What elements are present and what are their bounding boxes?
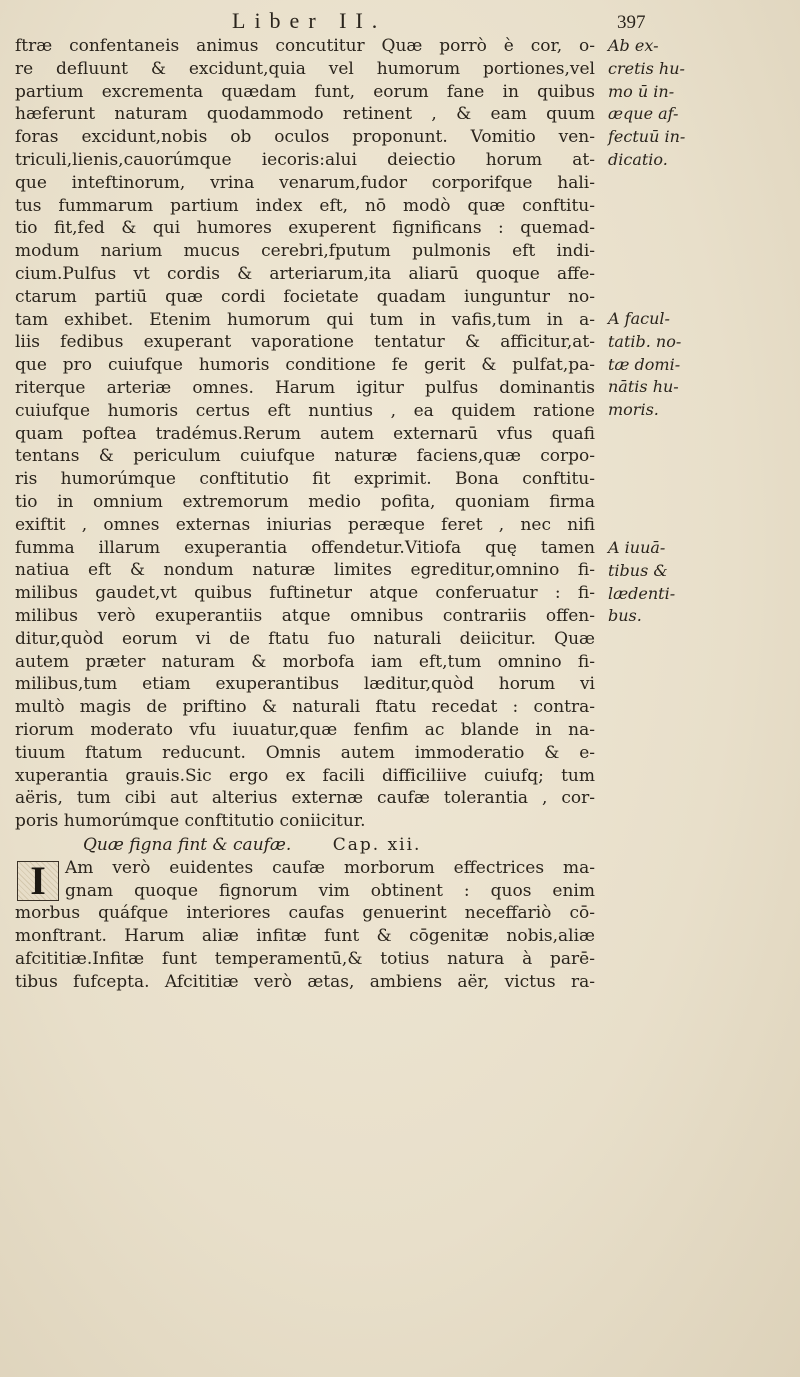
text-line: poris humorúmque conftitutio coniicitur. [15, 811, 366, 832]
text-line: ditur,quòd eorum vi de ftatu fuo naturali deiicitur. Quæ [15, 628, 595, 649]
paragraph-chapter-xii [15, 857, 595, 994]
page-header [0, 8, 800, 38]
text-line: natiua eft & nondum naturæ limites egreditur,omnino fi- [15, 560, 595, 581]
text-line: cuiufque humoris certus eft nuntius , ea quidem ratione [15, 400, 595, 421]
text-line: gnam quoque fignorum vim obtinent : quos enim [65, 880, 595, 901]
margin-note-line: bus. [608, 606, 642, 626]
continuation-lines [15, 902, 595, 993]
text-line: tio in omnium extremorum medio pofita, quoniam firma [15, 491, 595, 512]
margin-note-line: dicatio. [608, 149, 668, 169]
text-line: ctarum partiū quæ cordi focietate quadam iunguntur no- [15, 286, 595, 307]
margin-note-line: æque af- [608, 104, 679, 124]
margin-note-faculties [608, 308, 798, 422]
margin-note-line: tatib. no- [608, 331, 682, 351]
margin-note-helping [608, 537, 798, 628]
section-heading [15, 833, 595, 857]
text-line: modum narium mucus cerebri,fputum pulmonis eft indi- [15, 241, 595, 262]
running-title: Liber II. [232, 8, 387, 33]
text-line: monftrant. Harum aliæ infitæ funt & cōgenitæ nobis,aliæ [15, 926, 595, 947]
text-line: tio fit,fed & qui humores exuperent fignificans : quemad- [15, 218, 595, 239]
text-line: que inteftinorum, vrina venarum,fudor corporifque hali- [15, 172, 595, 193]
text-line: cium.Pulfus vt cordis & arteriarum,ita aliarū quoque affe- [15, 263, 595, 284]
text-line: tiuum ftatum reducunt. Omnis autem immoderatio & e- [15, 742, 595, 763]
text-line: tam exhibet. Etenim humorum qui tum in vafis,tum in a- [15, 309, 595, 330]
margin-note-line: fectuū in- [608, 127, 686, 147]
page-number: 397 [617, 12, 646, 33]
text-line: que pro cuiufque humoris conditione fe gerit & pulfat,pa- [15, 355, 595, 376]
text-line: re defluunt & excidunt,quia vel humorum portiones,vel [15, 58, 595, 79]
margin-note-line: mo ū in- [608, 81, 675, 101]
text-line: tentans & periculum cuiufque naturæ faciens,quæ corpo- [15, 446, 595, 467]
text-line: milibus gaudet,vt quibus fuftinetur atque conferuatur : fi- [15, 583, 595, 604]
text-line: triculi,lienis,cauorúmque iecoris:alui deiectio horum at- [15, 149, 595, 170]
section-title: Quæ figna fint & caufæ. [83, 834, 292, 855]
main-text-column [15, 35, 595, 994]
text-line: autem præter naturam & morbofa iam eft,tum omnino fi- [15, 651, 595, 672]
margin-note-line: Ab ex- [608, 36, 659, 55]
text-line: riorum moderato vfu iuuatur,quæ fenfim ac blande in na- [15, 719, 595, 740]
text-line: milibus,tum etiam exuperantibus læditur,quòd horum vi [15, 674, 595, 695]
text-line: ftræ confentaneis animus concutitur Quæ porrò è cor, o- [15, 36, 595, 56]
text-line: ris humorúmque conftitutio fit exprimit. Bona conftitu- [15, 469, 595, 490]
margin-note-line: A facul- [608, 309, 670, 328]
margin-note-line: nātis hu- [608, 377, 679, 397]
text-line: quam poftea tradémus.Rerum autem externarū vfus quafi [15, 423, 595, 444]
text-line: xuperantia grauis.Sic ergo ex facili difficiliive cuiufq; tum [15, 765, 595, 786]
margin-note-line: cretis hu- [608, 58, 685, 78]
margin-note-line: A iuuā- [608, 538, 666, 557]
text-line: liis fedibus exuperant vaporatione tentatur & afficitur,at- [15, 332, 595, 353]
paragraph-chapter-xi [15, 35, 595, 833]
chapter-number: Cap. xii. [332, 834, 422, 855]
margin-note-line: tibus & [608, 560, 668, 580]
text-line: Am verò euidentes caufæ morborum effectrices ma- [65, 857, 595, 878]
margin-note-excretions [608, 35, 798, 172]
text-line: aëris, tum cibi aut alterius externæ caufæ tolerantia , cor- [15, 788, 595, 809]
text-line: fumma illarum exuperantia offendetur.Vitiofa quę tamen [15, 537, 595, 558]
text-line: milibus verò exuperantiis atque omnibus contrariis offen- [15, 605, 595, 626]
text-line: tus fummarum partium index eft, nō modò quæ conftitu- [15, 195, 595, 216]
text-line: hæferunt naturam quodammodo retinent , & eam quum [15, 104, 595, 125]
text-line: morbus quáfque interiores caufas genuerint neceffariò cō- [15, 903, 595, 924]
initial-lines [15, 857, 595, 903]
text-line: afcititiæ.Infitæ funt temperamentū,& totius natura à parē- [15, 949, 595, 970]
text-line: exiftit , omnes externas iniurias peræque feret , nec nifi [15, 514, 595, 535]
text-line: partium excrementa quædam funt, eorum fane in quibus [15, 81, 595, 102]
margin-note-line: lædenti- [608, 583, 676, 603]
margin-note-line: tæ domi- [608, 354, 681, 374]
text-line: riterque arteriæ omnes. Harum igitur pulfus dominantis [15, 377, 595, 398]
decorated-initial: I [17, 861, 59, 901]
text-line: tibus fufcepta. Afcititiæ verò ætas, ambiens aër, victus ra- [15, 971, 595, 992]
margin-note-line: moris. [608, 400, 659, 420]
text-line: foras excidunt,nobis ob oculos proponunt. Vomitio ven- [15, 127, 595, 148]
text-line: multò magis de priftino & naturali ftatu recedat : contra- [15, 697, 595, 718]
